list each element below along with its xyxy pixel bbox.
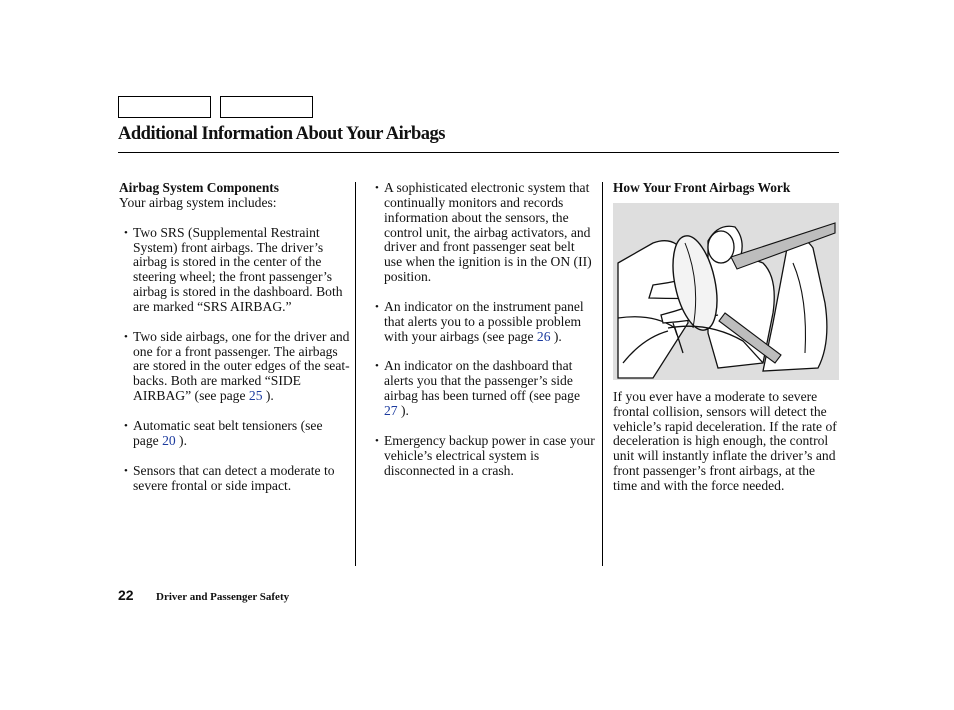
- column-divider-1: [355, 182, 356, 566]
- airbag-illustration-drawing: [613, 203, 839, 380]
- list-item: • An indicator on the dashboard that alerts you that the passenger’s side airbag has been turned off (see page 27 ).: [375, 358, 581, 418]
- list-item: • Sensors that can detect a moderate to severe frontal or side impact.: [124, 462, 335, 493]
- list-item: • A sophisticated electronic system that continually monitors and records information about the sensors, the control unit, the airbag activators, and driver and front passenger seat belt use when the ignition is in the ON (II) position.: [375, 180, 592, 285]
- bullet-icon: •: [124, 330, 128, 343]
- column-monitoring: [370, 181, 596, 478]
- nav-box-right[interactable]: [220, 96, 313, 118]
- page-link-27[interactable]: 27: [384, 402, 398, 418]
- list-item: • Two SRS (Supplemental Restraint System) front airbags. The driver’s airbag is stored in the center of the steering wheel; the front passenger’s airbag is stored in the dashboard. Both are marked “SRS AIRBAG.”: [124, 224, 343, 314]
- column-components: [119, 181, 351, 493]
- bullet-icon: •: [124, 419, 128, 432]
- bullet-icon: •: [124, 226, 128, 239]
- list-item: • An indicator on the instrument panel that alerts you to a possible problem with your airbags (see page 26 ).: [375, 298, 584, 344]
- page-title: Additional Information About Your Airbags: [118, 124, 445, 144]
- components-intro: Your airbag system includes:: [119, 194, 277, 210]
- section-name: Driver and Passenger Safety: [156, 591, 290, 603]
- bullet-icon: •: [375, 182, 379, 194]
- list-item: • Two side airbags, one for the driver and one for a front passenger. The airbags are stored in the outer edges of the seat-backs. Both are marked “SIDE AIRBAG” (see page 25 ).: [124, 328, 350, 404]
- bullet-icon: •: [375, 434, 379, 447]
- list-item: • Automatic seat belt tensioners (see page 20 ).: [124, 417, 323, 448]
- list-item: • Emergency backup power in case your vehicle’s electrical system is disconnected in a crash.: [375, 432, 595, 478]
- title-rule: [118, 152, 839, 153]
- page-link-20[interactable]: 20: [162, 432, 176, 448]
- bullet-icon: •: [124, 464, 128, 477]
- section-heading-components: Airbag System Components: [119, 180, 279, 195]
- bullet-icon: •: [375, 300, 379, 313]
- bullet-icon: •: [375, 360, 379, 373]
- page-number: 22: [118, 587, 134, 603]
- airbag-illustration: [613, 203, 839, 380]
- column-divider-2: [602, 182, 603, 566]
- page-link-26[interactable]: 26: [536, 328, 551, 344]
- column-how-it-works: [613, 181, 839, 494]
- section-heading-how-it-works: How Your Front Airbags Work: [613, 180, 791, 195]
- nav-box-left[interactable]: [118, 96, 211, 118]
- page-link-25[interactable]: 25: [248, 388, 263, 404]
- how-it-works-paragraph: If you ever have a moderate to severe frontal collision, sensors will detect the vehicle’s rapid deceleration. If the rate of deceleration is high enough, the control unit will instantly inflate the driver’s and front passenger’s front airbags, at the time and with the force needed.: [613, 388, 837, 493]
